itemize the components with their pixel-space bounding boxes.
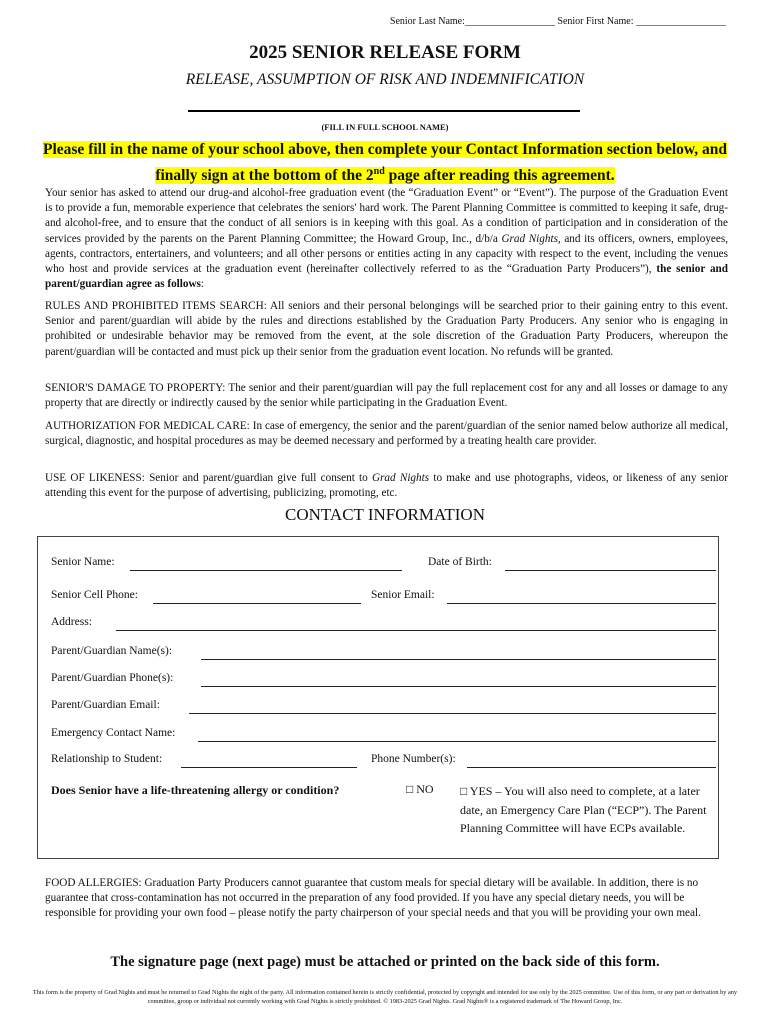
- senior-name-field[interactable]: [130, 570, 402, 571]
- email-field[interactable]: [447, 603, 716, 604]
- intro-paragraph: Your senior has asked to attend our drug-and alcohol-free graduation event (the “Graduation Event” or “Event”). The purpose of the Graduation Event is to provide a fun, memorable experience that celebrates the seniors' hard work. The Parent Planning Committee is committed to keeping it safe, drug- and alcohol-free, and to ensure that the conduct of all seniors is in keeping with this goal. As a condition of participation and in consideration of the services provided by the parents on the Parent Planning Committee; the Howard Group, Inc., d/b/a Grad Nights, and its officers, owners, employees, agents, contractors, entertainers, and volunteers; and all other persons or entities acting in any capacity with respect to the event, including the venues who host and provide services at the graduation event (hereinafter collectively referred to as the “Graduation Party Producers”), the senior and parent/guardian agree as follows:: [45, 187, 729, 291]
- phone-numbers-field[interactable]: [467, 767, 716, 768]
- damage-paragraph: SENIOR'S DAMAGE TO PROPERTY: The senior and their parent/guardian will pay the full replacement cost for any and all losses or damage to any property that are directly or indirectly caused by the senior while participating in the Graduation Event.: [45, 382, 728, 410]
- senior-name-label: Senior Name:: [51, 556, 115, 568]
- school-name-field[interactable]: [188, 110, 580, 112]
- pg-phones-field[interactable]: [201, 686, 716, 687]
- fine-print: This form is the property of Grad Nights and must be returned to Grad Nights the night of the party. All information contained herein is strictly confidential, protected by copyright and intended for use only by the 2025 committee. Use of this form, or any part or derivation by any committee, group or individual not currently working with Grad Nights is strictly prohibited. © 1983-2025 Grad Nights. Grad Nights® is a registered trademark of The Howard Group, Inc.: [32, 989, 738, 1005]
- relationship-field[interactable]: [181, 767, 357, 768]
- form-subtitle: RELEASE, ASSUMPTION OF RISK AND INDEMNIFICATION: [185, 71, 585, 88]
- instructions: Please fill in the name of your school above, then complete your Contact Information section below, and finally sign at the bottom of the 2nd page after reading this agreement.: [43, 141, 727, 185]
- relationship-label: Relationship to Student:: [51, 753, 163, 765]
- medical-paragraph: AUTHORIZATION FOR MEDICAL CARE: In case of emergency, the senior and the parent/guardian of the senior named below authorize all medical, surgical, diagnostic, and hospital procedures as may be deemed necessary and performed by a treating health care provider.: [45, 420, 728, 448]
- emergency-label: Emergency Contact Name:: [51, 727, 176, 739]
- pg-email-label: Parent/Guardian Email:: [51, 699, 160, 711]
- yes-checkbox[interactable]: □ YES – You will also need to complete, at a later date, an Emergency Care Plan (“ECP”). The Parent Planning Committee will have ECPs available.: [460, 784, 707, 835]
- form-title: 2025 SENIOR RELEASE FORM: [249, 42, 521, 63]
- email-label: Senior Email:: [371, 589, 435, 601]
- emergency-field[interactable]: [198, 741, 716, 742]
- cell-label: Senior Cell Phone:: [51, 589, 138, 601]
- address-label: Address:: [51, 616, 92, 628]
- school-name-label: (FILL IN FULL SCHOOL NAME): [321, 122, 449, 132]
- rules-paragraph: RULES AND PROHIBITED ITEMS SEARCH: All seniors and their personal belongings will be searched prior to their gaining entry to this event. Senior and parent/guardian will abide by the rules and directions established by the Graduation Party Producers. Any senior who is engaging in prohibited or undesirable behavior may be removed from the event, at the sole discretion of the Graduation Party Producers, whereupon the parent/guardian will be contacted and must pick up their senior from the graduation event location. No refunds will be granted.: [45, 300, 728, 358]
- cell-field[interactable]: [153, 603, 361, 604]
- pg-email-field[interactable]: [189, 713, 716, 714]
- signature-note: The signature page (next page) must be attached or printed on the back side of this form.: [110, 954, 660, 970]
- pg-names-label: Parent/Guardian Name(s):: [51, 645, 173, 657]
- senior-names-header[interactable]: Senior Last Name:__________________ Senior First Name: __________________: [389, 16, 726, 27]
- contact-heading: CONTACT INFORMATION: [285, 505, 485, 524]
- no-checkbox[interactable]: □ NO: [406, 782, 434, 796]
- dob-field[interactable]: [505, 570, 716, 571]
- address-field[interactable]: [116, 630, 716, 631]
- food-allergies-paragraph: FOOD ALLERGIES: Graduation Party Producers cannot guarantee that custom meals for special dietary will be available. In addition, there is no guarantee that cross-contamination has not occurred in the preparation of any food provided. If you have any special dietary needs, you will be responsible for providing your own food – please notify the party chairperson of your special needs and that you will be providing your own meal.: [45, 877, 701, 920]
- dob-label: Date of Birth:: [428, 556, 492, 568]
- pg-phones-label: Parent/Guardian Phone(s):: [51, 672, 174, 684]
- phone-numbers-label: Phone Number(s):: [371, 753, 456, 765]
- pg-names-field[interactable]: [201, 659, 716, 660]
- allergy-question: Does Senior have a life-threatening allergy or condition?: [51, 783, 340, 797]
- likeness-paragraph: USE OF LIKENESS: Senior and parent/guardian give full consent to Grad Nights to make and use photographs, videos, or likeness of any senior attending this event for the purpose of advertising, publicizing, promoting, etc.: [45, 472, 729, 500]
